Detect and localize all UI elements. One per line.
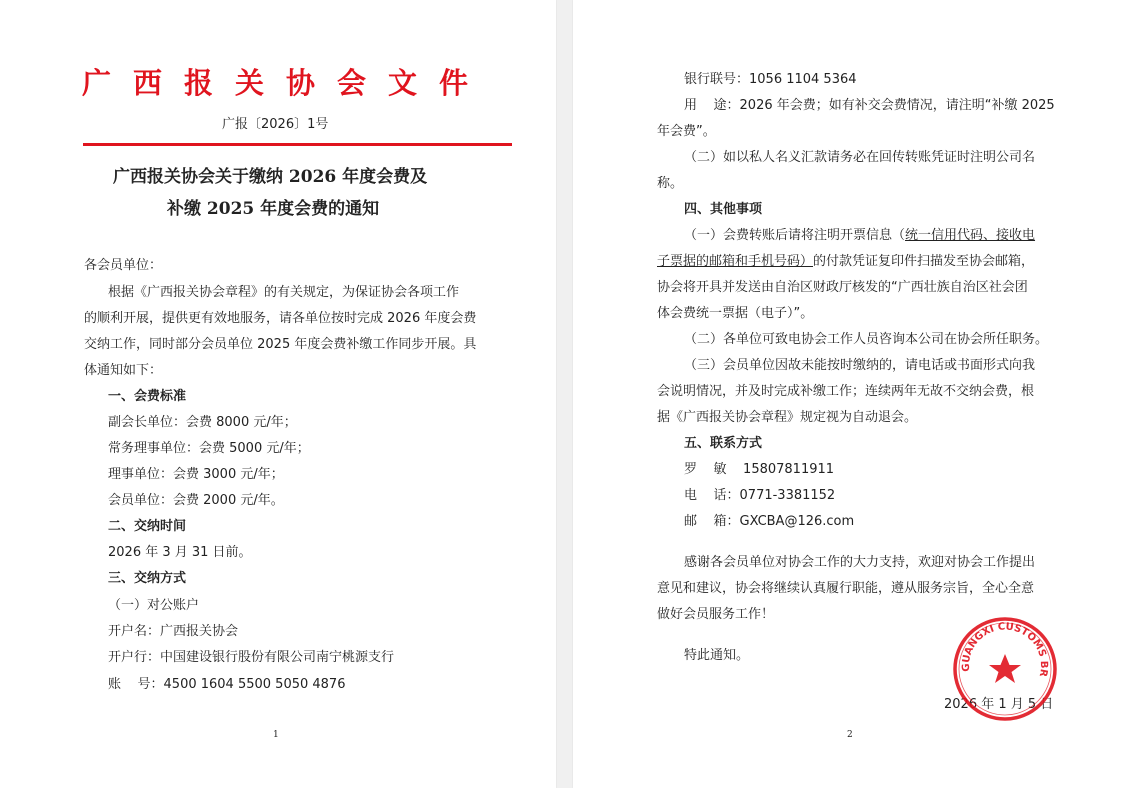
payment-method-private: 称。 [657, 176, 684, 191]
section-heading-contact: 五、联系方式 [684, 436, 763, 451]
intro-line: 体通知如下： [84, 363, 163, 378]
other-item-1: 协会将开具并发送由自治区财政厅核发的“广西壮族自治区社会团 [657, 280, 1028, 295]
other-item-1: 体会费统一票据（电子）”。 [657, 306, 814, 321]
fee-item: 会员单位：会费 2000 元/年。 [108, 493, 284, 508]
thanks-line: 感谢各会员单位对协会工作的大力支持，欢迎对协会工作提出 [684, 555, 1036, 570]
other-item-1 [684, 228, 1035, 244]
fee-item: 常务理事单位：会费 5000 元/年； [108, 441, 310, 456]
other-item-1-text: 的付款凭证复印件扫描发至协会邮箱， [813, 254, 1035, 269]
payment-deadline: 2026 年 3 月 31 日前。 [108, 545, 252, 560]
red-divider-line [83, 143, 512, 146]
notice-title-line-2: 补缴 2025 年度会费的通知 [167, 199, 380, 219]
other-item-1-text: （一）会费转账后请将注明开票信息（ [684, 228, 906, 243]
intro-line: 根据《广西报关协会章程》的有关规定，为保证协会各项工作 [108, 285, 460, 300]
other-item-1-underlined: 统一信用代码、接收电 [905, 228, 1036, 243]
issue-date: 2026 年 1 月 5 日 [944, 697, 1054, 712]
account-number: 账 号：4500 1604 5500 5050 4876 [108, 677, 346, 692]
other-item-2: （二）各单位可致电协会工作人员咨询本公司在协会所任职务。 [684, 332, 1049, 347]
section-heading-payment-method: 三、交纳方式 [108, 571, 187, 586]
other-item-1 [657, 254, 1034, 270]
seal-text: GUANGXI CUSTOMS BR [960, 621, 1050, 678]
other-item-3: 据《广西报关协会章程》规定视为自动退会。 [657, 410, 918, 425]
intro-line: 的顺利开展，提供更有效地服务，请各单位按时完成 2026 年度会费 [84, 311, 477, 326]
contact-name: 罗 敏 15807811911 [684, 462, 835, 477]
notice-title-line-1: 广西报关协会关于缴纳 2026 年度会费及 [113, 167, 428, 187]
fee-item: 副会长单位：会费 8000 元/年； [108, 415, 297, 430]
document-header-title: 广西报关协会文件 [82, 66, 491, 100]
page-number: 1 [273, 730, 279, 740]
intro-line: 交纳工作，同时部分会员单位 2025 年度会费补缴工作同步开展。具 [84, 337, 477, 352]
other-item-1-underlined: 子票据的邮箱和手机号码） [657, 254, 814, 269]
section-heading-other-matters: 四、其他事项 [684, 202, 763, 217]
page-number: 2 [847, 730, 853, 740]
payment-method-corporate: （一）对公账户 [108, 598, 200, 613]
bank-code: 银行联号：1056 1104 5364 [684, 72, 857, 87]
other-item-3: 会说明情况，并及时完成补缴工作；连续两年无故不交纳会费，根 [657, 384, 1035, 399]
document-page-1 [0, 0, 556, 788]
thanks-line: 意见和建议，协会将继续认真履行职能，遵从服务宗旨，全心全意 [657, 581, 1035, 596]
payment-method-private: （二）如以私人名义汇款请务必在回传转账凭证时注明公司名 [684, 150, 1036, 165]
purpose-line: 年会费”。 [657, 124, 716, 139]
section-heading-payment-time: 二、交纳时间 [108, 519, 187, 534]
closing-remark: 特此通知。 [684, 648, 750, 663]
other-item-3: （三）会员单位因故未能按时缴纳的，请电话或书面形式向我 [684, 358, 1036, 373]
official-seal [950, 614, 1060, 724]
purpose-line: 用 途：2026 年会费；如有补交会费情况，请注明“补缴 2025 [684, 98, 1055, 113]
thanks-line: 做好会员服务工作！ [657, 607, 775, 622]
bank-name: 开户行：中国建设银行股份有限公司南宁桃源支行 [108, 650, 395, 665]
salutation: 各会员单位： [84, 258, 163, 273]
account-name: 开户名：广西报关协会 [108, 624, 239, 639]
contact-email: 邮 箱：GXCBA@126.com [684, 514, 855, 529]
section-heading-fee-standard: 一、会费标准 [108, 389, 187, 404]
fee-item: 理事单位：会费 3000 元/年； [108, 467, 284, 482]
contact-phone: 电 话：0771-3381152 [684, 488, 836, 503]
document-number: 广报〔2026〕1号 [222, 117, 329, 132]
